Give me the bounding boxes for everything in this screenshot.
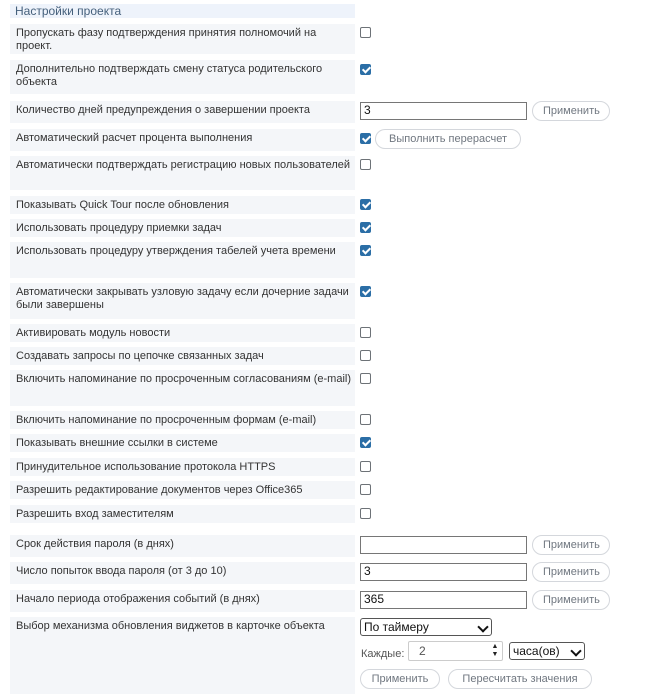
- https-checkbox[interactable]: [360, 461, 371, 472]
- setting-label: Дополнительно подтверждать смену статуса родительского объекта: [10, 60, 355, 94]
- chevron-down-icon: [570, 645, 581, 656]
- interval-value: 2: [419, 644, 426, 658]
- warning-days-input[interactable]: 3: [360, 102, 527, 120]
- setting-row-auto-close-parent: [10, 283, 610, 319]
- warning-days-apply-button[interactable]: Применить: [532, 101, 610, 121]
- recalculate-values-button[interactable]: Пересчитать значения: [448, 669, 592, 689]
- setting-label: Пропускать фазу подтверждения принятия полномочий на проект.: [10, 24, 355, 54]
- auto-percent-checkbox[interactable]: [360, 133, 371, 144]
- every-label: Каждые:: [361, 648, 405, 660]
- setting-label: Включить напоминание по просроченным формам (e-mail): [10, 411, 355, 429]
- external-links-checkbox[interactable]: [360, 437, 371, 448]
- setting-row-skip-phase: [10, 24, 610, 54]
- setting-label: Число попыток ввода пароля (от 3 до 10): [10, 562, 355, 584]
- events-period-apply-button[interactable]: Применить: [532, 590, 610, 610]
- setting-row-events-period: [10, 590, 610, 612]
- spinner-arrows-icon[interactable]: ▲ ▼: [491, 643, 499, 658]
- setting-label: Срок действия пароля (в днях): [10, 535, 355, 557]
- password-attempts-apply-button[interactable]: Применить: [532, 562, 610, 582]
- interval-unit-select[interactable]: [509, 642, 585, 660]
- setting-row-auto-registration: [10, 156, 610, 190]
- skip-phase-checkbox[interactable]: [360, 27, 371, 38]
- task-acceptance-checkbox[interactable]: [360, 222, 371, 233]
- setting-row-form-reminder: [10, 411, 610, 429]
- setting-label: Разрешить вход заместителям: [10, 505, 355, 523]
- setting-row-auto-percent: [10, 129, 610, 151]
- setting-row-external-links: [10, 434, 610, 452]
- setting-label: Автоматически подтверждать регистрацию новых пользователей: [10, 156, 355, 190]
- quick-tour-checkbox[interactable]: [360, 199, 371, 210]
- setting-label: Использовать процедуру утверждения табелей учета времени: [10, 242, 355, 278]
- form-reminder-checkbox[interactable]: [360, 414, 371, 425]
- setting-row-approval-reminder: [10, 370, 610, 406]
- widget-mode-select[interactable]: [360, 618, 492, 636]
- chevron-down-icon: [477, 621, 488, 632]
- deputies-checkbox[interactable]: [360, 508, 371, 519]
- setting-label: Разрешить редактирование документов через Office365: [10, 481, 355, 499]
- linked-tasks-checkbox[interactable]: [360, 350, 371, 361]
- setting-label: Начало периода отображения событий (в днях): [10, 590, 355, 612]
- widget-mode-value: По таймеру: [364, 620, 429, 634]
- setting-label: Включить напоминание по просроченным согласованиям (e-mail): [10, 370, 355, 406]
- setting-row-https: [10, 458, 610, 476]
- password-attempts-input[interactable]: 3: [360, 563, 527, 581]
- auto-close-parent-checkbox[interactable]: [360, 286, 371, 297]
- interval-stepper[interactable]: [408, 641, 503, 661]
- setting-row-linked-tasks: [10, 347, 610, 365]
- setting-row-warning-days: [10, 101, 610, 123]
- parent-status-checkbox[interactable]: [360, 64, 371, 75]
- setting-row-timesheet-approval: [10, 242, 610, 278]
- office365-checkbox[interactable]: [360, 484, 371, 495]
- setting-row-parent-status: [10, 60, 610, 94]
- setting-row-deputies: [10, 505, 610, 523]
- setting-label: Показывать Quick Tour после обновления: [10, 196, 355, 214]
- setting-label: Выбор механизма обновления виджетов в карточке объекта: [10, 617, 355, 694]
- setting-row-widgets: [10, 617, 610, 694]
- events-period-input[interactable]: 365: [360, 591, 527, 609]
- setting-row-quick-tour: [10, 196, 610, 214]
- setting-row-password-attempts: [10, 562, 610, 584]
- setting-row-office365: [10, 481, 610, 499]
- news-module-checkbox[interactable]: [360, 327, 371, 338]
- setting-row-news-module: [10, 324, 610, 342]
- password-expiry-input[interactable]: [360, 536, 527, 554]
- timesheet-approval-checkbox[interactable]: [360, 245, 371, 256]
- setting-label: Активировать модуль новости: [10, 324, 355, 342]
- recalculate-button[interactable]: Выполнить перерасчет: [375, 129, 521, 149]
- page-title: Настройки проекта: [10, 4, 355, 18]
- setting-label: Принудительное использование протокола HTTPS: [10, 458, 355, 476]
- setting-label: Автоматически закрывать узловую задачу если дочерние задачи были завершены: [10, 283, 355, 319]
- widgets-apply-button[interactable]: Применить: [360, 669, 440, 689]
- setting-label: Показывать внешние ссылки в системе: [10, 434, 355, 452]
- approval-reminder-checkbox[interactable]: [360, 373, 371, 384]
- password-expiry-apply-button[interactable]: Применить: [532, 535, 610, 555]
- setting-label: Использовать процедуру приемки задач: [10, 219, 355, 237]
- setting-row-task-acceptance: [10, 219, 610, 237]
- interval-unit-value: часа(ов): [513, 644, 560, 658]
- setting-label: Создавать запросы по цепочке связанных задач: [10, 347, 355, 365]
- setting-label: Количество дней предупреждения о завершении проекта: [10, 101, 355, 123]
- setting-label: Автоматический расчет процента выполнения: [10, 129, 355, 151]
- setting-row-password-expiry: [10, 535, 610, 557]
- auto-registration-checkbox[interactable]: [360, 159, 371, 170]
